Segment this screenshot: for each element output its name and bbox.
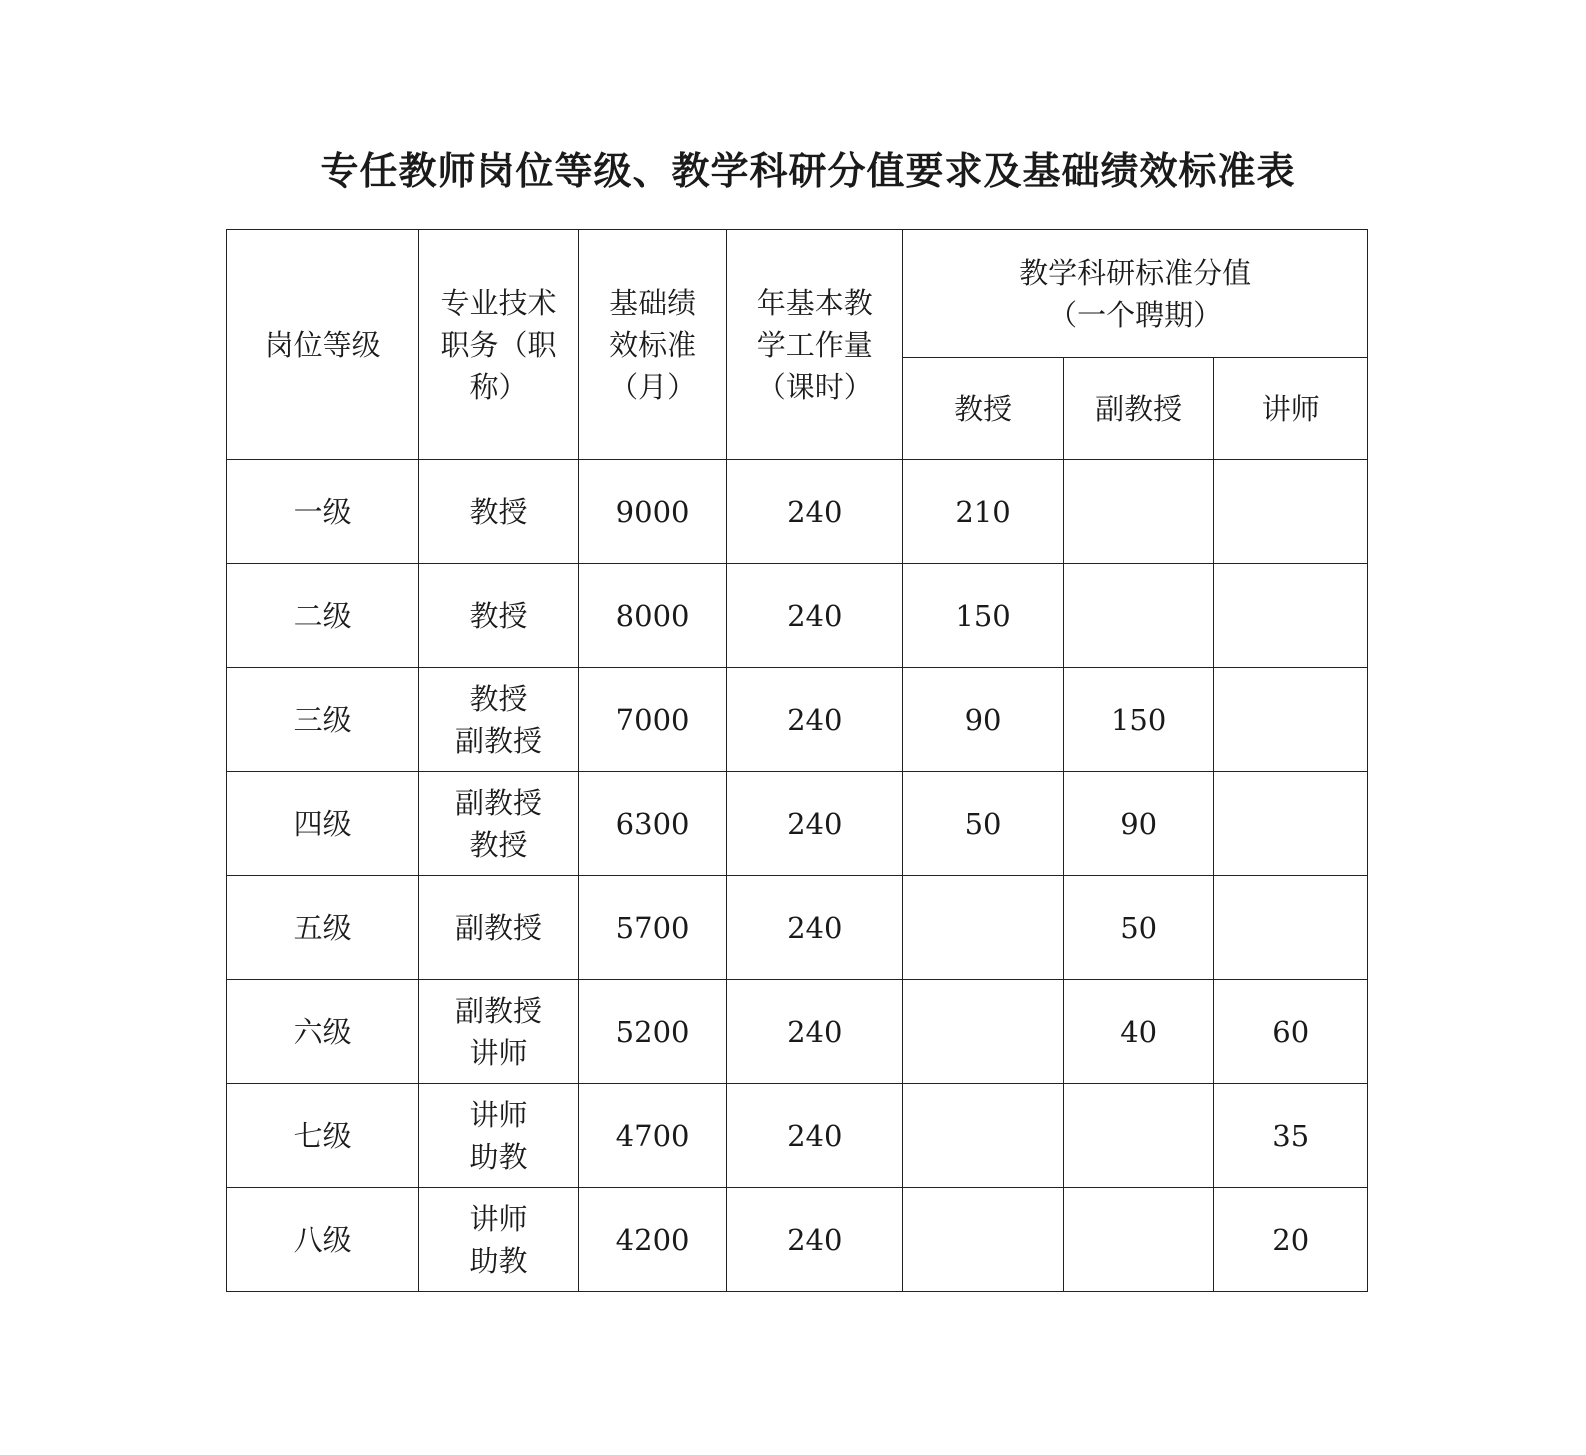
cell-base-performance: 5700 [578,876,726,980]
table-row [227,1084,1368,1188]
table-row [227,1188,1368,1292]
cell-title-line: 教授 [469,681,528,716]
cell-title-line: 讲师 [469,1097,528,1132]
cell-professor-score [903,1188,1064,1292]
cell-professor-score: 150 [903,564,1064,668]
cell-lecturer-score [1214,772,1368,876]
header-research-line: 教学科研标准分值 [1019,255,1252,290]
table-row [227,564,1368,668]
cell-titles [419,1084,579,1188]
cell-titles [419,564,579,668]
cell-workload: 240 [727,772,903,876]
cell-associate-score [1063,1084,1214,1188]
header-research-group [903,230,1368,358]
header-perf-line: （月） [609,369,697,404]
table-row [227,980,1368,1084]
cell-title-line: 讲师 [469,1201,528,1236]
cell-lecturer-score [1214,668,1368,772]
header-title-line: 职务（职 [440,327,557,362]
cell-associate-score [1063,460,1214,564]
cell-workload: 240 [727,876,903,980]
cell-base-performance: 7000 [578,668,726,772]
cell-titles [419,876,579,980]
table-row [227,772,1368,876]
cell-professor-score: 50 [903,772,1064,876]
header-title-line: 专业技术 [440,285,557,320]
cell-workload: 240 [727,460,903,564]
cell-titles [419,772,579,876]
header-professor: 教授 [903,358,1064,460]
cell-workload: 240 [727,1188,903,1292]
cell-lecturer-score [1214,564,1368,668]
cell-associate-score: 150 [1063,668,1214,772]
standards-table [226,229,1368,1292]
cell-base-performance: 4200 [578,1188,726,1292]
header-research-line: （一个聘期） [1048,297,1223,332]
cell-professor-score [903,876,1064,980]
cell-base-performance: 5200 [578,980,726,1084]
header-base-performance [578,230,726,460]
header-title-line: 称） [469,369,528,404]
cell-grade: 六级 [227,980,419,1084]
cell-title-line: 副教授 [455,910,543,945]
cell-lecturer-score [1214,460,1368,564]
cell-associate-score [1063,564,1214,668]
header-workload-line: 年基本教 [756,285,873,320]
cell-title-line: 教授 [469,494,528,529]
header-associate-professor: 副教授 [1063,358,1214,460]
cell-associate-score: 40 [1063,980,1214,1084]
header-row-1 [227,230,1368,358]
cell-lecturer-score [1214,876,1368,980]
cell-grade: 一级 [227,460,419,564]
cell-associate-score [1063,1188,1214,1292]
header-title [419,230,579,460]
cell-workload: 240 [727,980,903,1084]
cell-professor-score: 90 [903,668,1064,772]
table-body [227,460,1368,1292]
page-title: 专任教师岗位等级、教学科研分值要求及基础绩效标准表 [320,148,1296,193]
cell-professor-score: 210 [903,460,1064,564]
header-perf-line: 基础绩 [609,285,697,320]
cell-titles [419,668,579,772]
header-lecturer: 讲师 [1214,358,1368,460]
table-row [227,460,1368,564]
cell-lecturer-score: 20 [1214,1188,1368,1292]
table-row [227,876,1368,980]
cell-grade: 八级 [227,1188,419,1292]
cell-title-line: 助教 [469,1243,528,1278]
header-perf-line: 效标准 [609,327,697,362]
cell-title-line: 助教 [469,1139,528,1174]
cell-grade: 七级 [227,1084,419,1188]
cell-grade: 四级 [227,772,419,876]
cell-base-performance: 8000 [578,564,726,668]
cell-base-performance: 9000 [578,460,726,564]
cell-titles [419,1188,579,1292]
cell-title-line: 教授 [469,827,528,862]
header-grade: 岗位等级 [227,230,419,460]
cell-grade: 五级 [227,876,419,980]
cell-titles [419,980,579,1084]
cell-base-performance: 4700 [578,1084,726,1188]
cell-grade: 二级 [227,564,419,668]
cell-title-line: 教授 [469,598,528,633]
cell-title-line: 副教授 [455,723,543,758]
cell-titles [419,460,579,564]
cell-workload: 240 [727,668,903,772]
header-workload-line: （课时） [756,369,873,404]
cell-professor-score [903,980,1064,1084]
cell-title-line: 讲师 [469,1035,528,1070]
cell-workload: 240 [727,1084,903,1188]
cell-lecturer-score: 35 [1214,1084,1368,1188]
table-row [227,668,1368,772]
header-workload-line: 学工作量 [756,327,873,362]
cell-associate-score: 90 [1063,772,1214,876]
cell-title-line: 副教授 [455,993,543,1028]
cell-workload: 240 [727,564,903,668]
cell-title-line: 副教授 [455,785,543,820]
cell-professor-score [903,1084,1064,1188]
cell-lecturer-score: 60 [1214,980,1368,1084]
cell-associate-score: 50 [1063,876,1214,980]
header-workload [727,230,903,460]
cell-base-performance: 6300 [578,772,726,876]
cell-grade: 三级 [227,668,419,772]
